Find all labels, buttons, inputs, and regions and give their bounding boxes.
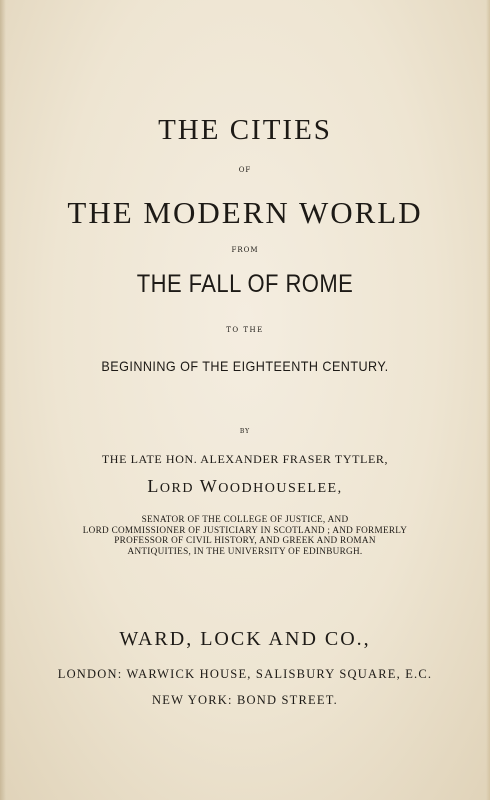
title-line-beginning: BEGINNING OF THE EIGHTEENTH CENTURY.: [101, 358, 389, 374]
author-full-name: THE LATE HON. ALEXANDER FRASER TYTLER,: [101, 452, 389, 466]
author-title-rest-2: OODHOUSELEE,: [218, 480, 343, 496]
author-description-line: ANTIQUITIES, IN THE UNIVERSITY OF EDINBURGH.: [127, 545, 363, 556]
title-connector-of: OF: [238, 166, 252, 174]
author-description: [0, 514, 490, 556]
author-description-line: LORD COMMISSIONER OF JUSTICIARY IN SCOTLAND ; AND FORMERLY: [82, 524, 408, 535]
publisher-address-new-york: NEW YORK: BOND STREET.: [152, 693, 338, 707]
title-connector-to-the: TO THE: [226, 326, 264, 334]
byline-by: BY: [239, 428, 251, 435]
publisher-address-london: LONDON: WARWICK HOUSE, SALISBURY SQUARE, E.C.: [57, 667, 433, 681]
author-title: [0, 476, 490, 497]
author-title-initial-w: W: [199, 476, 219, 496]
publisher-name: WARD, LOCK AND CO.,: [119, 628, 371, 650]
title-line-fall-of-rome: THE FALL OF ROME: [136, 270, 354, 298]
title-connector-from: FROM: [231, 246, 259, 254]
title-line-modern-world: THE MODERN WORLD: [67, 195, 423, 230]
title-line-cities: THE CITIES: [158, 114, 332, 146]
author-description-line: PROFESSOR OF CIVIL HISTORY, AND GREEK AND ROMAN: [114, 535, 376, 546]
author-title-initial-l: L: [147, 476, 160, 496]
author-description-line: SENATOR OF THE COLLEGE OF JUSTICE, AND: [141, 514, 349, 524]
author-title-rest-1: ORD: [159, 480, 195, 496]
